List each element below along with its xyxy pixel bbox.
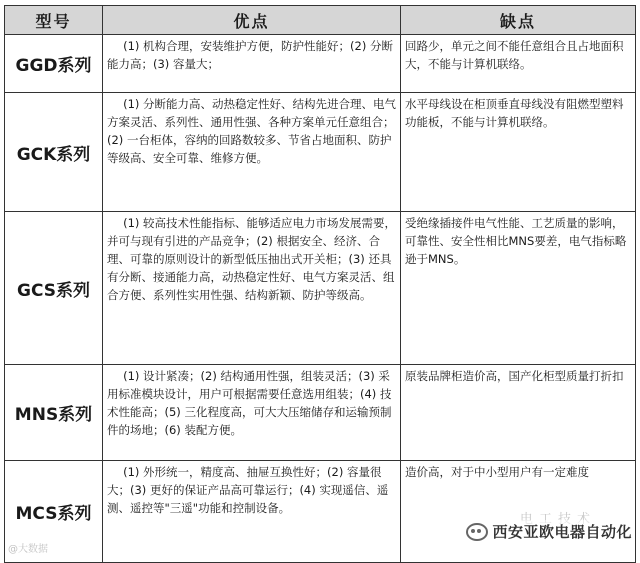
comparison-table (4, 5, 636, 563)
header-pros: 优点 (103, 6, 401, 35)
header-model: 型号 (5, 6, 103, 35)
header-cons: 缺点 (401, 6, 636, 35)
pros-cell: (1) 分断能力高、动热稳定性好、结构先进合理、电气方案灵活、系列性、通用性强、各种方案单元任意组合；(2) 一台柜体，容纳的回路数较多、节省占地面积、防护等级高、安全可靠、维修方便。 (103, 93, 401, 212)
table-row (5, 212, 636, 365)
cons-cell: 水平母线设在柜顶垂直母线没有阻燃型塑料功能板，不能与计算机联络。 (401, 93, 636, 212)
cons-cell: 受绝缘插接件电气性能、工艺质量的影响，可靠性、安全性相比MNS要差，电气指标略逊于MNS。 (401, 212, 636, 365)
cons-cell: 回路少，单元之间不能任意组合且占地面积大，不能与计算机联络。 (401, 35, 636, 93)
watermark-right-text: 西安亚欧电器自动化 (492, 523, 632, 541)
model-cell: GCK系列 (5, 93, 103, 212)
watermark-right (464, 520, 634, 543)
pros-cell: (1) 外形统一，精度高、抽屉互换性好；(2) 容量很大；(3) 更好的保证产品高可靠运行；(4) 实现遥信、遥测、遥控等"三遥"功能和控制设备。 (103, 461, 401, 563)
model-cell: MNS系列 (5, 365, 103, 461)
table-row (5, 35, 636, 93)
table-row (5, 365, 636, 461)
pros-cell: (1) 设计紧凑；(2) 结构通用性强，组装灵活；(3) 采用标准模块设计，用户可根据需要任意选用组装；(4) 技术性能高；(5) 三化程度高，可大大压缩储存和运输预制件的场地；(6) 装配方便。 (103, 365, 401, 461)
pros-cell: (1) 机构合理，安装维护方便，防护性能好；(2) 分断能力高；(3) 容量大； (103, 35, 401, 93)
model-cell: GGD系列 (5, 35, 103, 93)
cons-cell: 造价高，对于中小型用户有一定难度 (401, 461, 636, 563)
model-cell: MCS系列 (5, 461, 103, 563)
cons-cell: 原装品牌柜造价高，国产化柜型质量打折扣 (401, 365, 636, 461)
wechat-icon (466, 523, 488, 541)
pros-cell: (1) 较高技术性能指标、能够适应电力市场发展需要，并可与现有引进的产品竞争；(2) 根据安全、经济、合理、可靠的原则设计的新型低压抽出式开关柜；(3) 还具有分断、接通能力高，动热稳定性好、电气方案灵活、组合方便、系列性实用性强、结构新颖、防护等级高。 (103, 212, 401, 365)
header-row (5, 6, 636, 35)
table-row (5, 93, 636, 212)
model-cell: GCS系列 (5, 212, 103, 365)
watermark-left: @大数据 (8, 544, 48, 555)
